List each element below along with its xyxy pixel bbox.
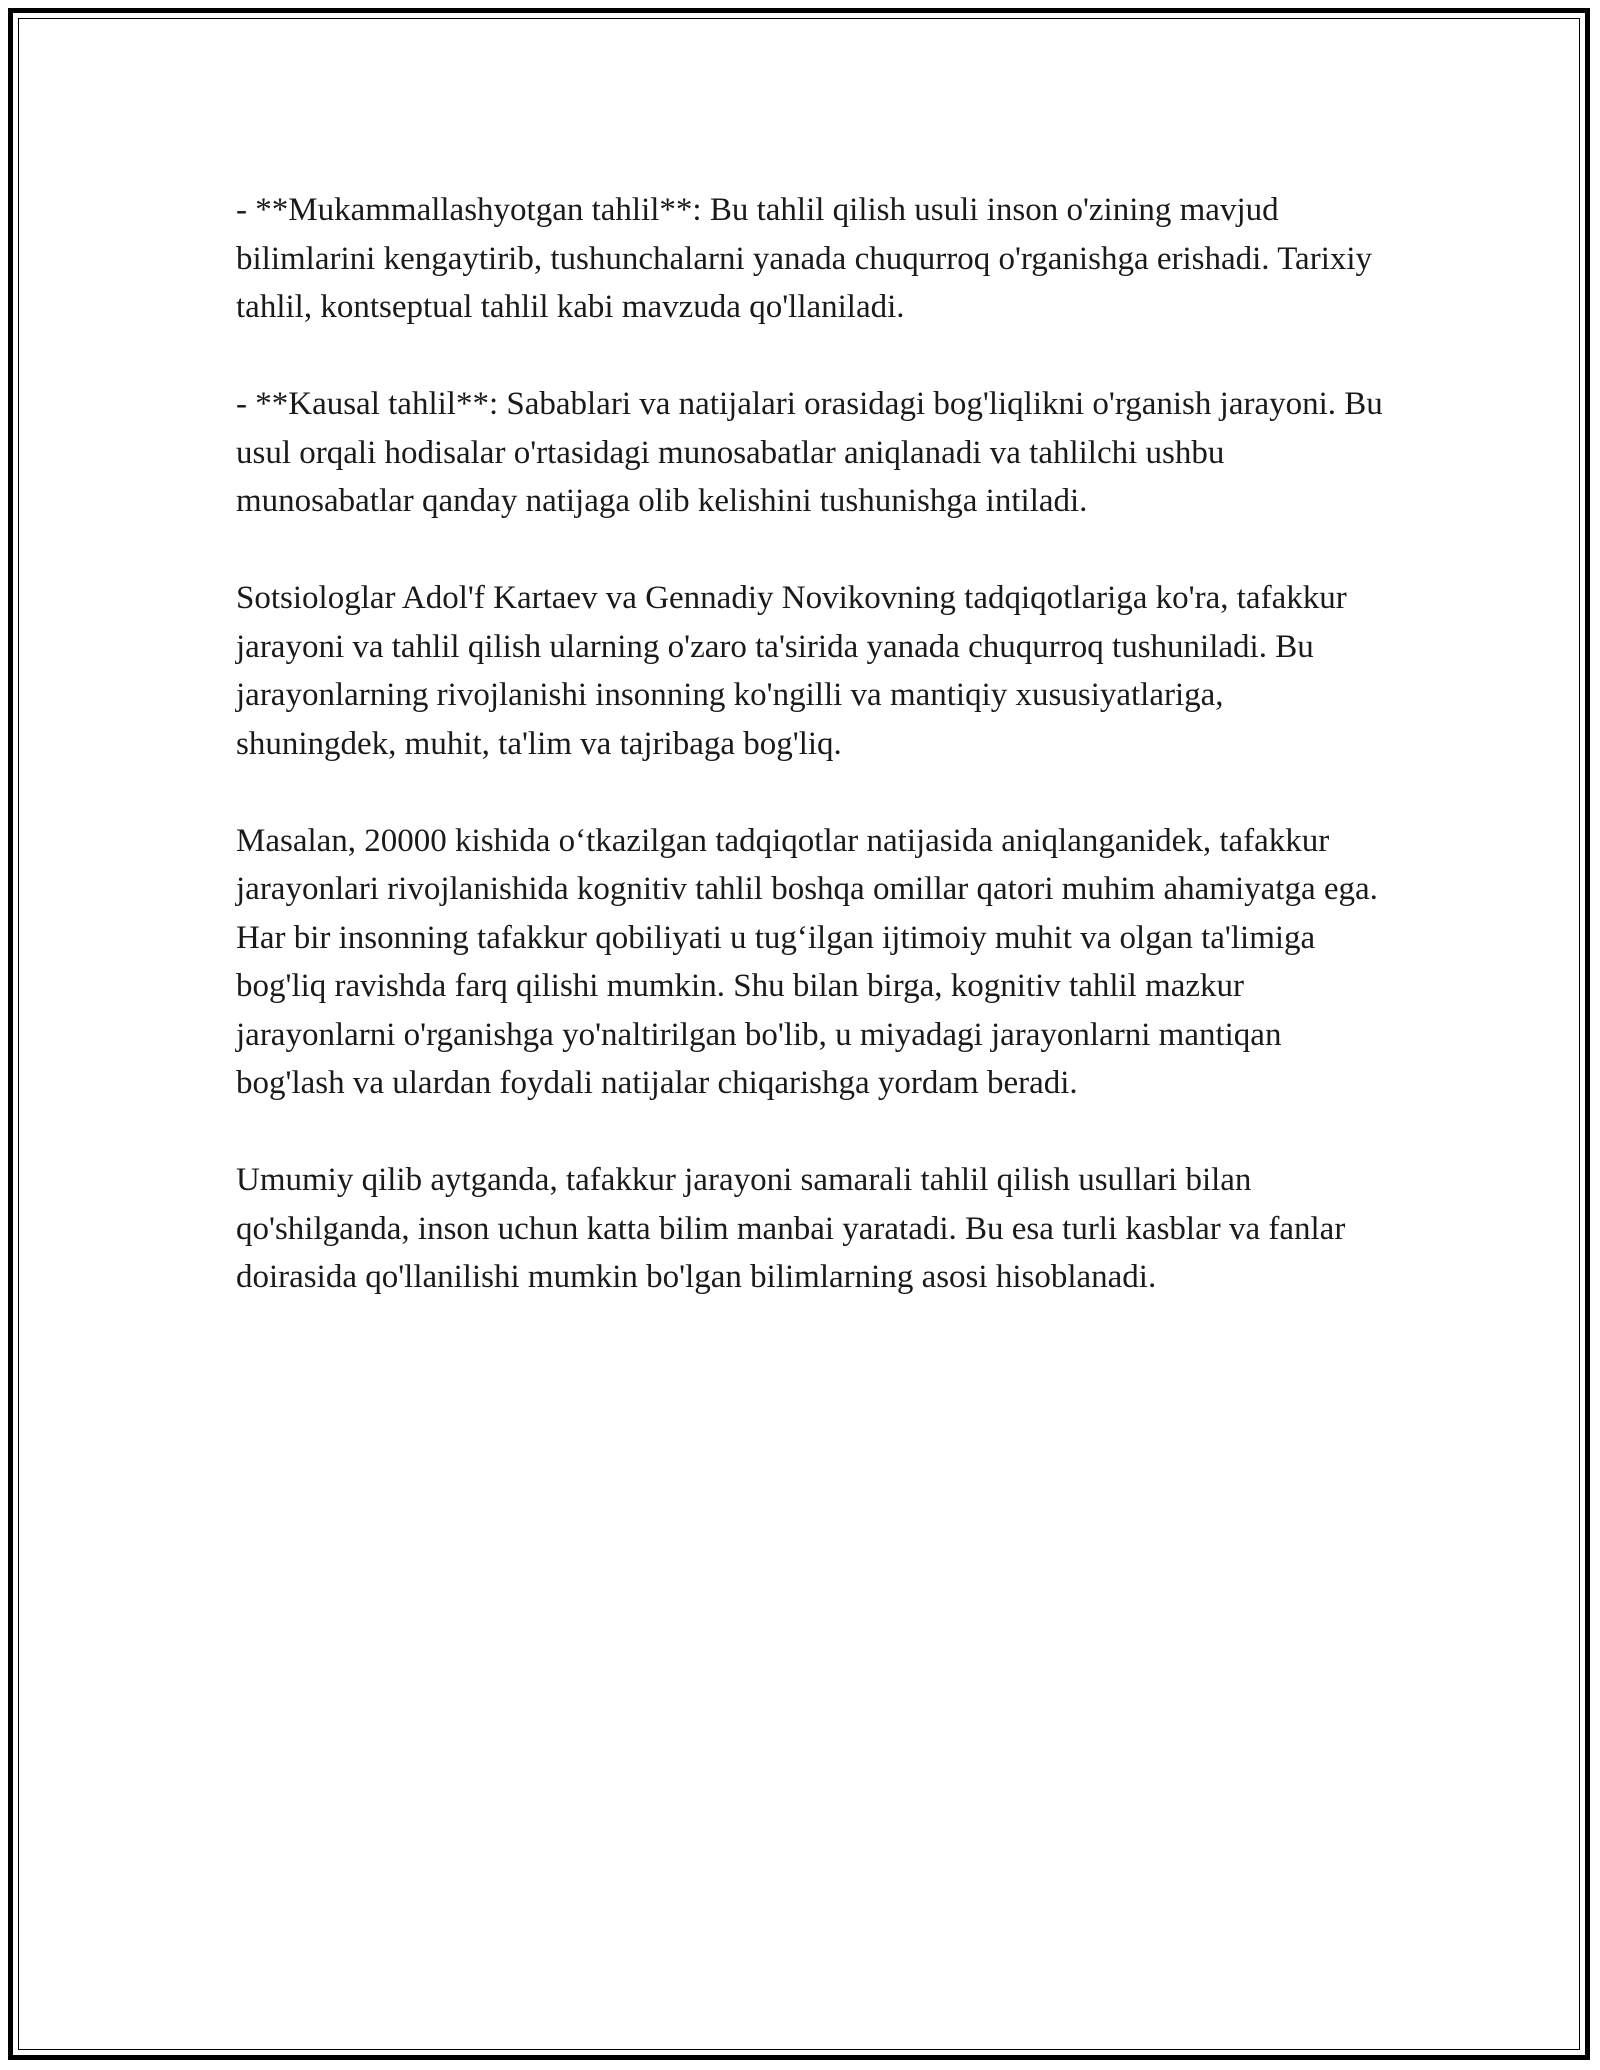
document-body (236, 186, 1386, 1350)
paragraph-mukammallashyotgan-tahlil: - **Mukammallashyotgan tahlil**: Bu tahlil qilish usuli inson o'zining mavjud bilimlarini kengaytirib, tushunchalarni yanada chuqurroq o'rganishga erishadi. Tarixiy tahlil, kontseptual tahlil kabi mavzuda qo'llaniladi. (236, 192, 1373, 325)
paragraph-sotsiologlar: Sotsiologlar Adol'f Kartaev va Gennadiy Novikovning tadqiqotlariga ko'ra, tafakkur jarayoni va tahlil qilish ularning o'zaro ta'sirida yanada chuqurroq tushuniladi. Bu jarayonlarning rivojlanishi insonning ko'ngilli va mantiqiy xususiyatlariga, shuningdek, muhit, ta'lim va tajribaga bog'liq. (236, 580, 1347, 762)
paragraph-umumiy: Umumiy qilib aytganda, tafakkur jarayoni samarali tahlil qilish usullari bilan qo'shilganda, inson uchun katta bilim manbai yaratadi. Bu esa turli kasblar va fanlar doirasida qo'llanilishi mumkin bo'lgan bilimlarning asosi hisoblanadi. (236, 1162, 1346, 1295)
paragraph-kausal-tahlil: - **Kausal tahlil**: Sabablari va natijalari orasidagi bog'liqlikni o'rganish jarayoni. Bu usul orqali hodisalar o'rtasidagi munosabatlar aniqlanadi va tahlilchi ushbu munosabatlar qanday natijaga olib kelishini tushunishga intiladi. (236, 386, 1383, 519)
paragraph-masalan: Masalan, 20000 kishida o‘tkazilgan tadqiqotlar natijasida aniqlanganidek, tafakkur jarayonlari rivojlanishida kognitiv tahlil boshqa omillar qatori muhim ahamiyatga ega. Har bir insonning tafakkur qobiliyati u tug‘ilgan ijtimoiy muhit va olgan ta'limiga bog'liq ravishda farq qilishi mumkin. Shu bilan birga, kognitiv tahlil mazkur jarayonlarni o'rganishga yo'naltirilgan bo'lib, u miyadagi jarayonlarni mantiqan bog'lash va ulardan foydali natijalar chiqarishga yordam beradi. (236, 822, 1378, 1101)
